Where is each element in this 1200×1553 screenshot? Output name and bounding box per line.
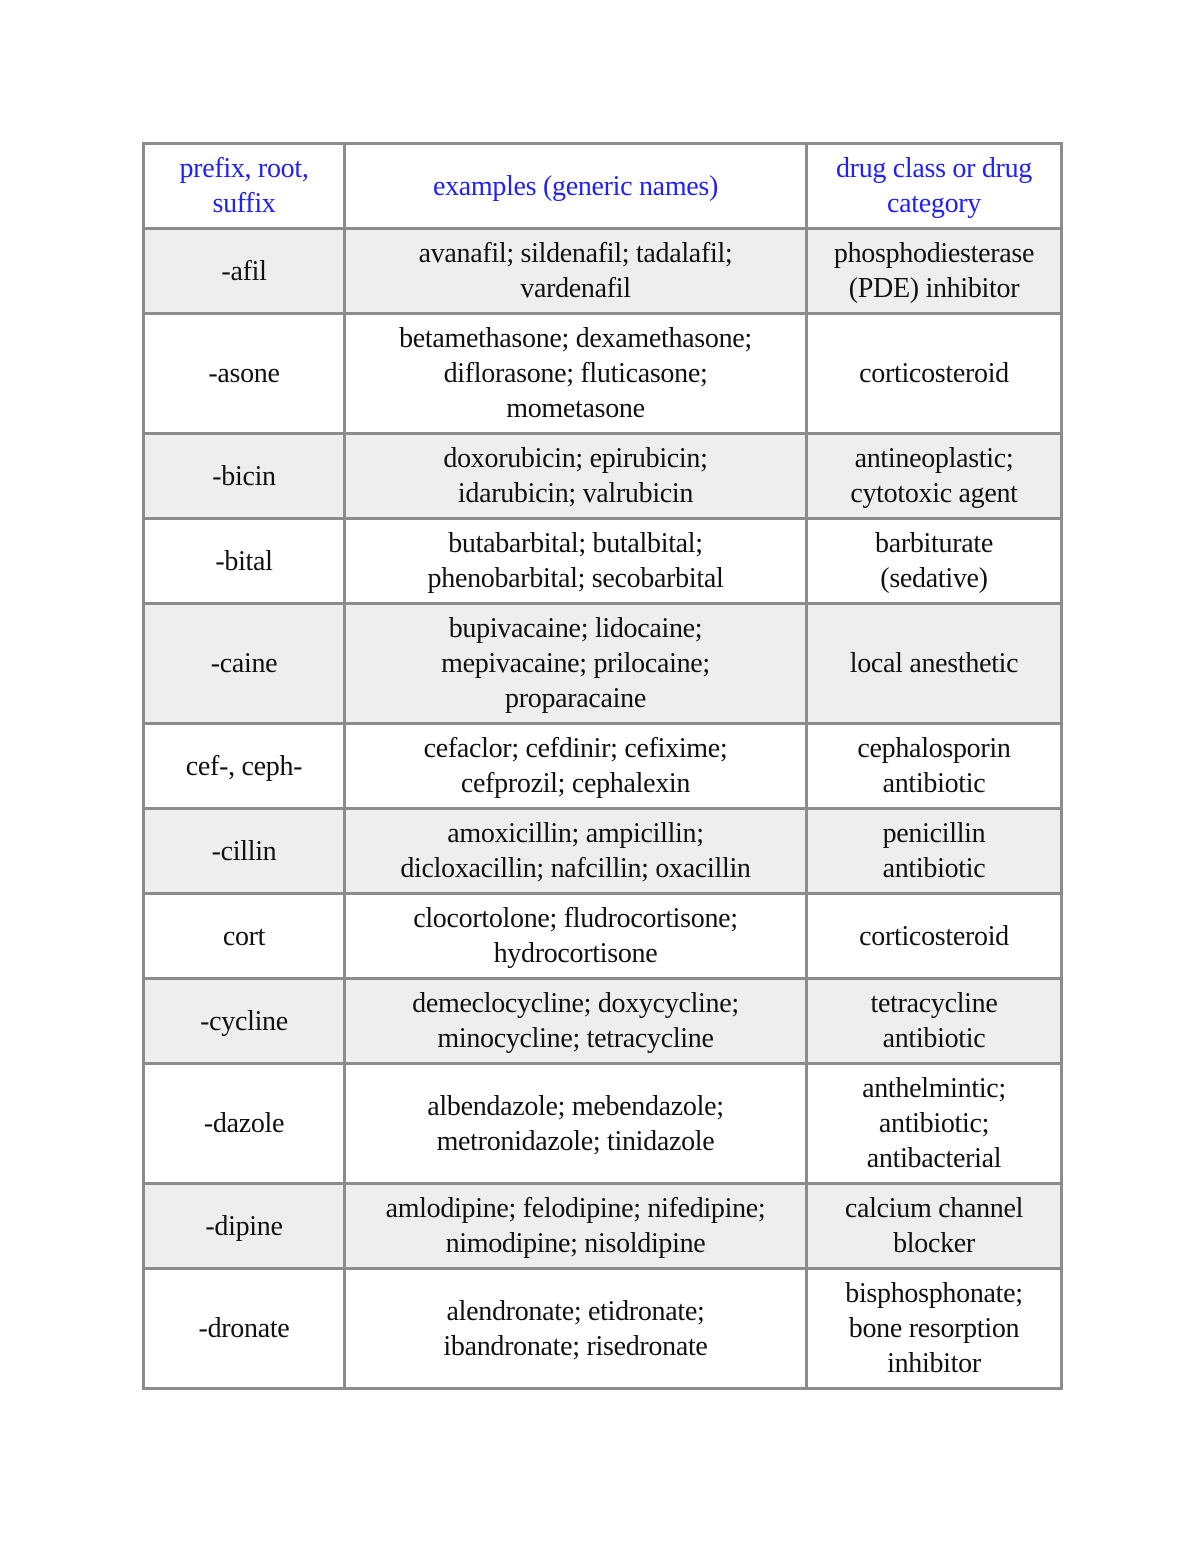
table-row — [144, 604, 1062, 724]
drug-class-cell: cephalosporin antibiotic — [807, 724, 1062, 809]
table-row — [144, 229, 1062, 314]
drug-affix-table — [142, 142, 1063, 1390]
affix-cell: -dipine — [144, 1184, 345, 1269]
affix-cell: -caine — [144, 604, 345, 724]
affix-cell: -afil — [144, 229, 345, 314]
affix-cell: -bital — [144, 519, 345, 604]
table-row — [144, 979, 1062, 1064]
drug-class-cell: corticosteroid — [807, 314, 1062, 434]
examples-cell: alendronate; etidronate; ibandronate; risedronate — [345, 1269, 807, 1389]
examples-cell: amoxicillin; ampicillin; dicloxacillin; nafcillin; oxacillin — [345, 809, 807, 894]
header-examples: examples (generic names) — [345, 144, 807, 229]
table-row — [144, 1184, 1062, 1269]
drug-class-cell: antineoplastic; cytotoxic agent — [807, 434, 1062, 519]
affix-cell: -dronate — [144, 1269, 345, 1389]
table-row — [144, 1269, 1062, 1389]
examples-cell: clocortolone; fludrocortisone; hydrocortisone — [345, 894, 807, 979]
table-row — [144, 519, 1062, 604]
examples-cell: bupivacaine; lidocaine; mepivacaine; prilocaine; proparacaine — [345, 604, 807, 724]
drug-class-cell: calcium channel blocker — [807, 1184, 1062, 1269]
drug-class-cell: bisphosphonate; bone resorption inhibitor — [807, 1269, 1062, 1389]
document-page — [142, 142, 1060, 1390]
examples-cell: butabarbital; butalbital; phenobarbital; secobarbital — [345, 519, 807, 604]
drug-class-cell: corticosteroid — [807, 894, 1062, 979]
table-row — [144, 809, 1062, 894]
drug-class-cell: local anesthetic — [807, 604, 1062, 724]
examples-cell: avanafil; sildenafil; tadalafil; vardenafil — [345, 229, 807, 314]
affix-cell: -cillin — [144, 809, 345, 894]
drug-class-cell: barbiturate (sedative) — [807, 519, 1062, 604]
table-row — [144, 1064, 1062, 1184]
table-row — [144, 894, 1062, 979]
affix-cell: cef-, ceph- — [144, 724, 345, 809]
drug-class-cell: penicillin antibiotic — [807, 809, 1062, 894]
affix-cell: -asone — [144, 314, 345, 434]
table-row — [144, 434, 1062, 519]
affix-cell: -dazole — [144, 1064, 345, 1184]
examples-cell: betamethasone; dexamethasone; diflorasone; fluticasone; mometasone — [345, 314, 807, 434]
drug-class-cell: phosphodiesterase (PDE) inhibitor — [807, 229, 1062, 314]
header-affix: prefix, root, suffix — [144, 144, 345, 229]
header-drug-class: drug class or drug category — [807, 144, 1062, 229]
affix-cell: -bicin — [144, 434, 345, 519]
table-row — [144, 724, 1062, 809]
examples-cell: amlodipine; felodipine; nifedipine; nimodipine; nisoldipine — [345, 1184, 807, 1269]
table-header-row — [144, 144, 1062, 229]
drug-class-cell: tetracycline antibiotic — [807, 979, 1062, 1064]
examples-cell: albendazole; mebendazole; metronidazole; tinidazole — [345, 1064, 807, 1184]
affix-cell: -cycline — [144, 979, 345, 1064]
examples-cell: cefaclor; cefdinir; cefixime; cefprozil; cephalexin — [345, 724, 807, 809]
examples-cell: demeclocycline; doxycycline; minocycline; tetracycline — [345, 979, 807, 1064]
drug-class-cell: anthelmintic; antibiotic; antibacterial — [807, 1064, 1062, 1184]
affix-cell: cort — [144, 894, 345, 979]
table-row — [144, 314, 1062, 434]
examples-cell: doxorubicin; epirubicin; idarubicin; valrubicin — [345, 434, 807, 519]
